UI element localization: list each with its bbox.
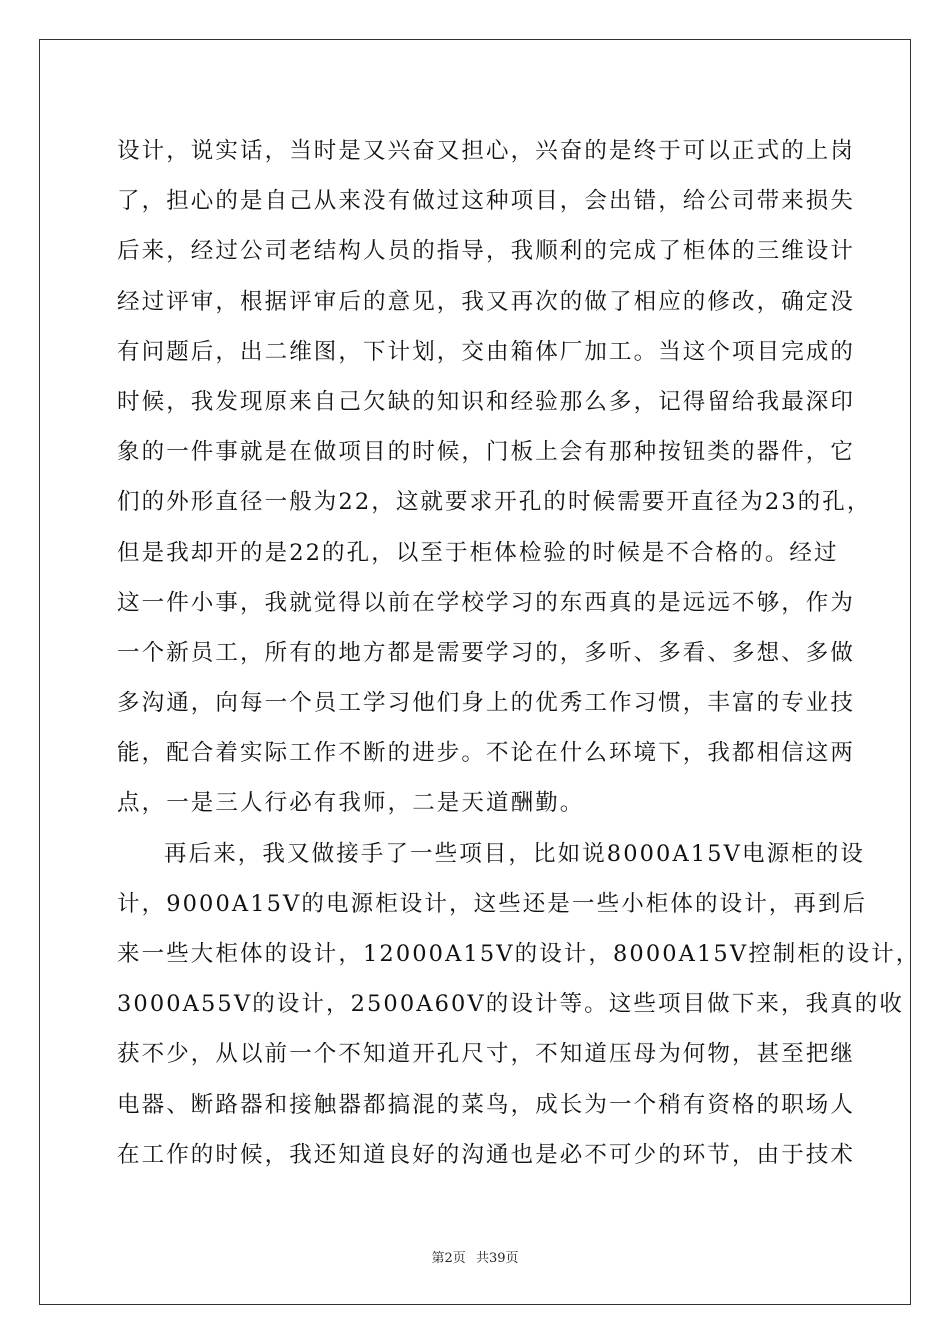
text-line: 获不少，从以前一个不知道开孔尺寸，不知道压母为何物，甚至把继 [117,1041,856,1068]
text-line: 点，一是三人行必有我师，二是天道酬勤。 [117,790,585,817]
text-line: 但是我却开的是22的孔，以至于柜体检验的时候是不合格的。经过 [117,539,839,566]
text-line: 多沟通，向每一个员工学习他们身上的优秀工作习惯，丰富的专业技 [117,690,856,717]
text-line: 电器、断路器和接触器都搞混的菜鸟，成长为一个稍有资格的职场人 [117,1091,856,1118]
text-line: 一个新员工，所有的地方都是需要学习的，多听、多看、多想、多做 [117,639,856,666]
text-line: 再后来，我又做接手了一些项目，比如说8000A15V电源柜的设 [164,840,865,867]
text-line: 这一件小事，我就觉得以前在学校学习的东西真的是远远不够，作为 [117,589,856,616]
text-line: 计，9000A15V的电源柜设计，这些还是一些小柜体的设计，再到后 [117,890,868,917]
text-line: 设计，说实话，当时是又兴奋又担心，兴奋的是终于可以正式的上岗 [117,138,856,164]
text-line: 经过评审，根据评审后的意见，我又再次的做了相应的修改，确定没 [117,288,856,315]
text-line: 3000A55V的设计，2500A60V的设计等。这些项目做下来，我真的收 [117,991,904,1018]
page-footer [0,1247,950,1266]
text-line: 在工作的时候，我还知道良好的沟通也是必不可少的环节，由于技术 [117,1141,856,1168]
text-line: 们的外形直径一般为22，这就要求开孔的时候需要开直径为23的孔， [117,489,872,516]
document-body [117,126,921,1180]
text-line: 时候，我发现原来自己欠缺的知识和经验那么多，记得留给我最深印 [117,388,856,415]
page-number-current: 第2页 [431,1251,466,1266]
text-line: 来一些大柜体的设计，12000A15V的设计，8000A15V控制柜的设计， [117,941,921,967]
text-line: 后来，经过公司老结构人员的指导，我顺利的完成了柜体的三维设计 [117,238,856,265]
page-number-total: 共39页 [475,1251,519,1266]
text-line: 了，担心的是自己从来没有做过这种项目，会出错，给公司带来损失 [117,188,856,215]
text-line: 能，配合着实际工作不断的进步。不论在什么环境下，我都相信这两 [117,740,856,767]
text-line: 有问题后，出二维图，下计划，交由箱体厂加工。当这个项目完成的 [117,338,856,365]
text-line: 象的一件事就是在做项目的时候，门板上会有那种按钮类的器件，它 [117,439,856,466]
